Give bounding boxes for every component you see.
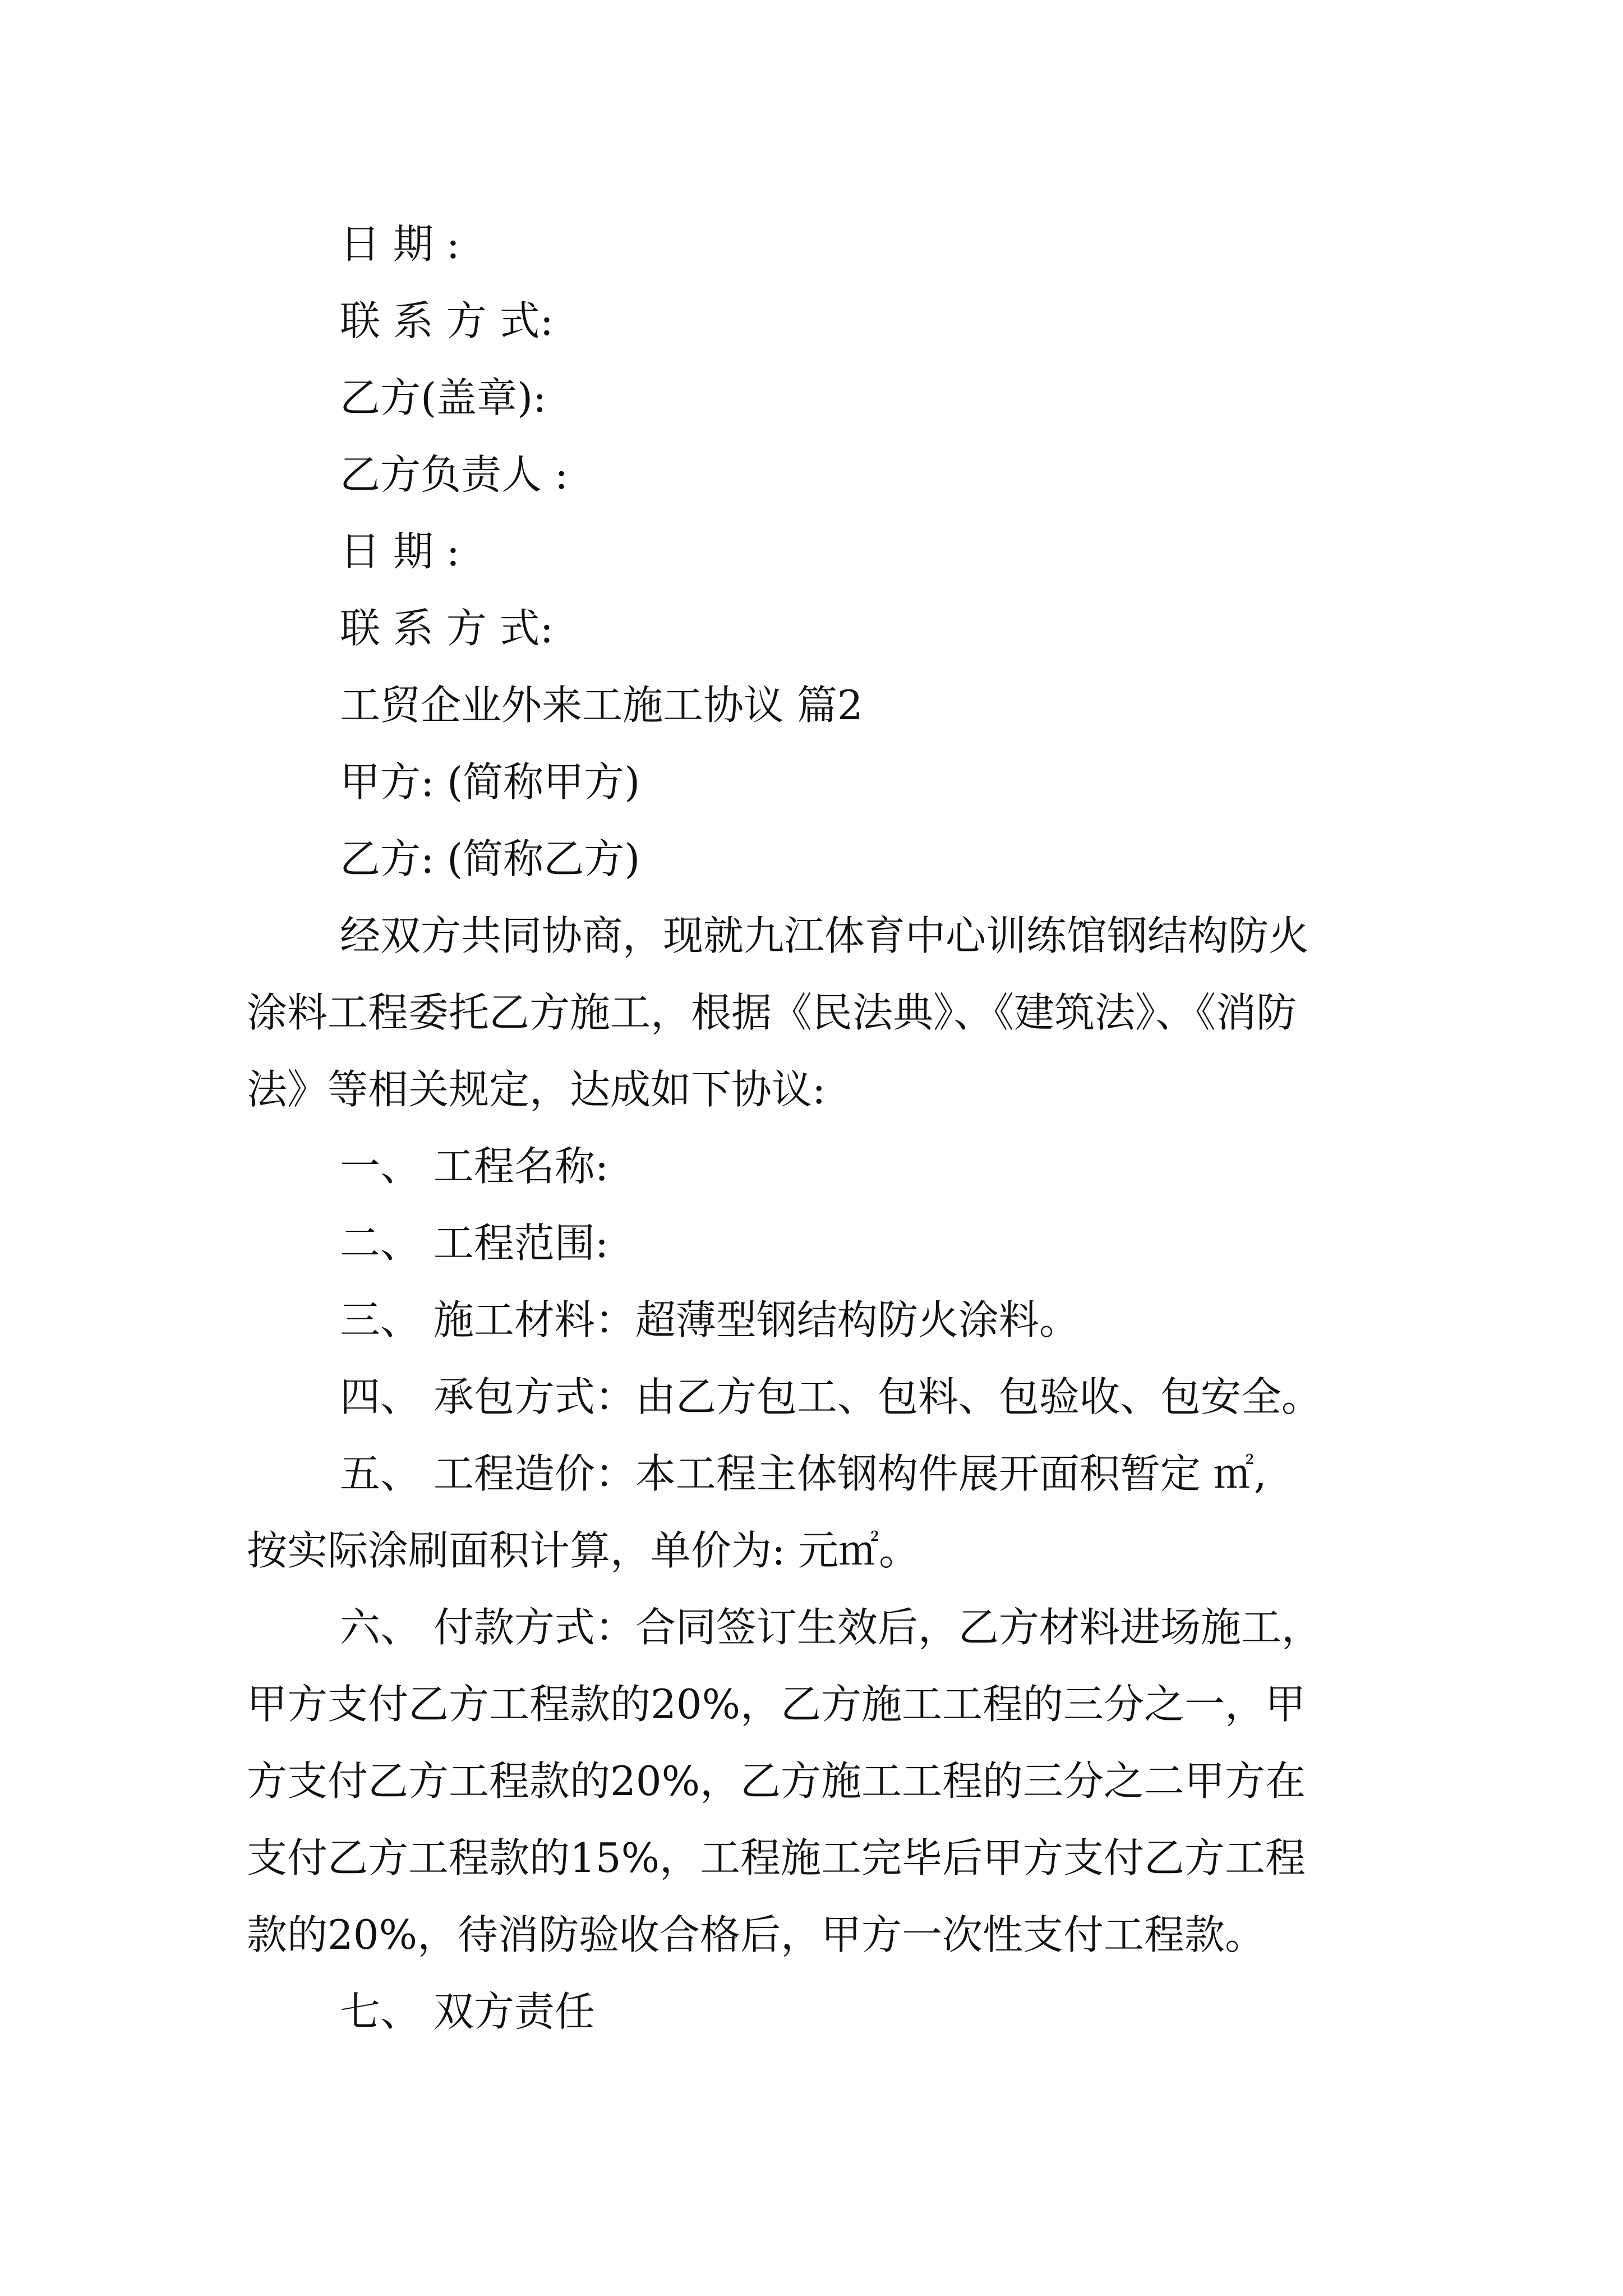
signature-b-head: 乙方负责人 : [340,451,569,498]
clause-4: 四、 承包方式：由乙方包工、包料、包验收、包安全。 [340,1373,1322,1420]
clause-1: 一、 工程名称: [340,1143,609,1190]
signature-b-date: 日 期 : [340,528,460,575]
section-heading: 工贸企业外来工施工协议 篇2 [340,682,863,729]
clause-6-line-4: 支付乙方工程款的15%，工程施工完毕后甲方支付乙方工程 [247,1834,1306,1881]
clause-5-line-1: 五、 工程造价：本工程主体钢构件展开面积暂定 ㎡, [340,1450,1267,1497]
preamble-line-1: 经双方共同协商，现就九江体育中心训练馆钢结构防火 [340,912,1310,959]
clause-3: 三、 施工材料：超薄型钢结构防火涂料。 [340,1296,1080,1343]
clause-2: 二、 工程范围: [340,1220,609,1267]
clause-6-line-1: 六、 付款方式：合同签订生效后，乙方材料进场施工， [340,1604,1322,1651]
clause-6-line-5: 款的20%，待消防验收合格后，甲方一次性支付工程款。 [247,1911,1266,1958]
preamble-line-3: 法》等相关规定，达成如下协议: [247,1066,826,1113]
party-b-line: 乙方: (简称乙方) [340,835,640,882]
party-a-line: 甲方: (简称甲方) [340,758,640,806]
signature-a-contact: 联 系 方 式: [340,297,554,344]
clause-6-line-3: 方支付乙方工程款的20%，乙方施工工程的三分之二甲方在 [247,1757,1306,1805]
clause-5-line-2: 按实际涂刷面积计算，单价为: 元㎡。 [247,1527,920,1574]
signature-a-date: 日 期 : [340,220,460,268]
signature-b-seal: 乙方(盖章): [340,374,547,421]
signature-b-contact: 联 系 方 式: [340,605,554,652]
clause-6-line-2: 甲方支付乙方工程款的20%，乙方施工工程的三分之一，甲 [247,1681,1306,1728]
preamble-line-2: 涂料工程委托乙方施工，根据《民法典》、《建筑法》、《消防 [247,989,1297,1036]
clause-7: 七、 双方责任 [340,1988,595,2035]
